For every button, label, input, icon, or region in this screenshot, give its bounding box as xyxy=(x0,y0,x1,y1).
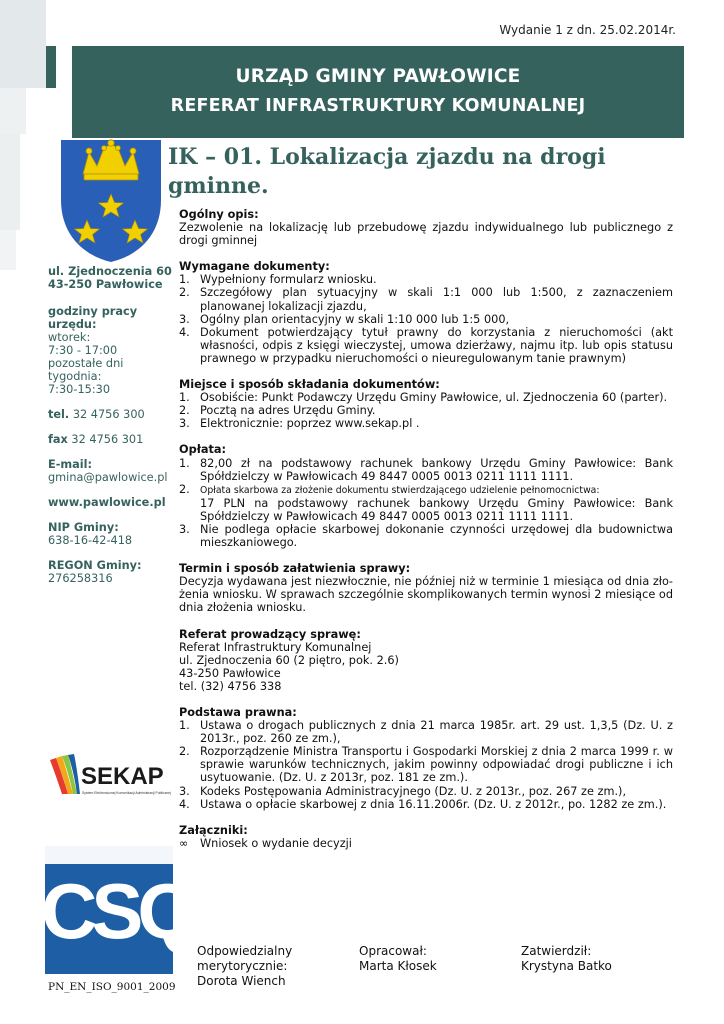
address-line: 43-250 Pawłowice xyxy=(48,278,163,291)
list-item: 2. Szczegółowy plan sytuacyjny w skali 1:1 000 lub 1:500, z zaznaczeniem planowanej lokalizacji zjazdu, xyxy=(179,286,673,313)
section-heading: Wymagane dokumenty: xyxy=(179,260,330,274)
sekap-subtitle: System Elektronicznej Komunikacji Administracji Publicznej xyxy=(82,791,171,795)
decorative-block xyxy=(0,88,26,134)
section-text: Zezwolenie na lokalizację lub przebudowę zjazdu indywidualnego lub publicznego z drogi gminnej xyxy=(179,221,673,248)
edition-info: Wydanie 1 z dn. 25.02.2014r. xyxy=(499,23,676,37)
list-item: 1. Wypełniony formularz wniosku. xyxy=(179,273,377,287)
list-item: 4. Dokument potwierdzający tytuł prawny do korzystania z nieruchomości (akt własności, odpis z księgi wieczystej, umowa dzierżawy, najmu itp. lub opis statusu prawnego w przypadku nieruchomości o nieuregulowanym tanie prawnym) xyxy=(179,325,673,365)
regon-value: 276258316 xyxy=(48,572,113,585)
decorative-block xyxy=(0,230,16,270)
list-item: ∞ Wniosek o wydanie decyzji xyxy=(179,836,352,850)
sekap-logo xyxy=(48,752,171,798)
office-line: tel. (32) 4756 338 xyxy=(179,679,282,693)
document-body xyxy=(179,208,673,863)
section-text: Decyzja wydawana jest niezwłocznie, nie później niż w terminie 1 miesiąca od dnia złożenia wniosku. W sprawach szczególnie skomplikowanych termin wynosi 2 miesiące od dnia złożenia wniosku. xyxy=(179,575,673,615)
decorative-block xyxy=(0,0,46,88)
list-item: 1. Osobiście: Punkt Podawczy Urzędu Gminy Pawłowice, ul. Zjednoczenia 60 (parter). xyxy=(179,391,668,405)
list-item: 1. 82,00 zł na podstawowy rachunek bankowy Urzędu Gminy Pawłowice: Bank Spółdzielczy w Pawłowicach 49 8447 0005 0013 0211 1111 1111. xyxy=(179,456,673,483)
section-documents xyxy=(179,260,673,365)
coat-of-arms-icon xyxy=(57,138,165,264)
approved-by: Zatwierdził: Krystyna Batko xyxy=(521,944,612,973)
hours-text: pozostałe dni xyxy=(48,357,124,370)
section-heading: Termin i sposób załatwienia sprawy: xyxy=(179,562,411,576)
sekap-wordmark: SEKAP xyxy=(81,763,164,790)
list-item: 3. Ogólny plan orientacyjny w skali 1:10 000 lub 1:5 000, xyxy=(179,312,510,326)
responsible-person: Odpowiedzialny merytorycznie: Dorota Wiench xyxy=(197,944,293,988)
prepared-by: Opracował: Marta Kłosek xyxy=(359,944,437,973)
fax-line: fax 32 4756 301 xyxy=(48,433,144,446)
hours-text: 7:30 - 17:00 xyxy=(48,344,118,357)
hours-text: wtorek: xyxy=(48,331,91,344)
section-heading: Podstawa prawna: xyxy=(179,706,297,719)
website-link[interactable]: www.pawlowice.pl xyxy=(48,496,166,509)
section-deadline xyxy=(179,562,673,614)
office-line: Referat Infrastruktury Komunalnej xyxy=(179,640,372,654)
office-name: URZĄD GMINY PAWŁOWICE xyxy=(235,66,521,87)
phone-line: tel. 32 4756 300 xyxy=(48,408,145,421)
section-heading: Opłata: xyxy=(179,443,227,457)
hours-text: tygodnia: xyxy=(48,370,102,383)
hours-text: 7:30-15:30 xyxy=(48,383,111,396)
section-general xyxy=(179,208,673,247)
list-item: 2. Rozporządzenie Ministra Transportu i Gospodarki Morskiej z dnia 2 marca 1999 r. w sprawie warunków technicznych, jakim powinny odpowiadać drogi publiczne i ich usytuowanie. (Dz. U. z 2013r, poz. 181 ze zm.). xyxy=(179,745,673,785)
office-line: ul. Zjednoczenia 60 (2 piętro, pok. 2.6) xyxy=(179,653,399,667)
hours-label: godziny pracy xyxy=(48,305,138,318)
email-link[interactable]: gmina@pawlowice.pl xyxy=(48,471,168,484)
list-item[interactable]: 3. Elektronicznie: poprzez www.sekap.pl . xyxy=(179,417,420,431)
section-legal xyxy=(179,706,673,811)
office-line: 43-250 Pawłowice xyxy=(179,666,281,680)
regon-label: REGON Gminy: xyxy=(48,559,142,572)
decorative-bar xyxy=(46,46,56,88)
header-band xyxy=(72,46,684,138)
list-item: 4. Ustawa o opłacie skarbowej z dnia 16.11.2006r. (Dz. U. z 2012r., po. 1282 ze zm.). xyxy=(179,797,667,811)
department-name: REFERAT INFRASTRUKTURY KOMUNALNEJ xyxy=(170,96,586,116)
nip-label: NIP Gminy: xyxy=(48,521,119,534)
address-line: ul. Zjednoczenia 60 xyxy=(48,265,172,278)
section-place xyxy=(179,378,673,430)
document-title: IK – 01. Lokalizacja zjazdu na drogi gminne. xyxy=(168,144,606,199)
section-fee xyxy=(179,443,673,549)
list-item: 1. Ustawa o drogach publicznych z dnia 21 marca 1985r. art. 29 ust. 1,3,5 (Dz. U. z 2013r., poz. 260 ze zm.), xyxy=(179,719,673,746)
contact-sidebar xyxy=(48,265,176,585)
section-heading: Miejsce i sposób składania dokumentów: xyxy=(179,378,440,392)
section-heading: Ogólny opis: xyxy=(179,208,259,221)
iso-standard-label: PN_EN_ISO_9001_2009 xyxy=(48,981,176,993)
list-item: 3. Nie podlega opłacie skarbowej dokonanie czynności urzędowej dla budownictwa mieszkaniowego. xyxy=(179,522,673,550)
decorative-block xyxy=(0,134,20,230)
email-label: E-mail: xyxy=(48,458,93,471)
section-attachments xyxy=(179,824,673,850)
csq-wordmark: CSQ xyxy=(41,867,193,955)
list-item: 2. Pocztą na adres Urzędu Gminy. xyxy=(179,404,376,418)
csq-certification-logo xyxy=(41,846,193,974)
nip-value: 638-16-42-418 xyxy=(48,534,133,547)
list-item: 2. Opłata skarbowa za złożenie dokumentu stwierdzającego udzielenie pełnomocnictwa: 17 PLN na podstawowy rachunek bankowy Urzędu Gminy Pawłowice: Bank Spółdzielczy w Pawłowicach 49 8447 0005 0013 0211 1111 1111. xyxy=(179,482,673,523)
section-heading: Referat prowadzący sprawę: xyxy=(179,627,361,641)
section-heading: Załączniki: xyxy=(179,823,248,837)
list-item: 3. Kodeks Postępowania Administracyjnego (Dz. U. z 2013r., poz. 267 ze zm.), xyxy=(179,784,627,798)
section-office xyxy=(179,628,673,693)
infinity-bullet-icon: ∞ xyxy=(179,836,189,850)
hours-label: urzędu: xyxy=(48,318,97,331)
